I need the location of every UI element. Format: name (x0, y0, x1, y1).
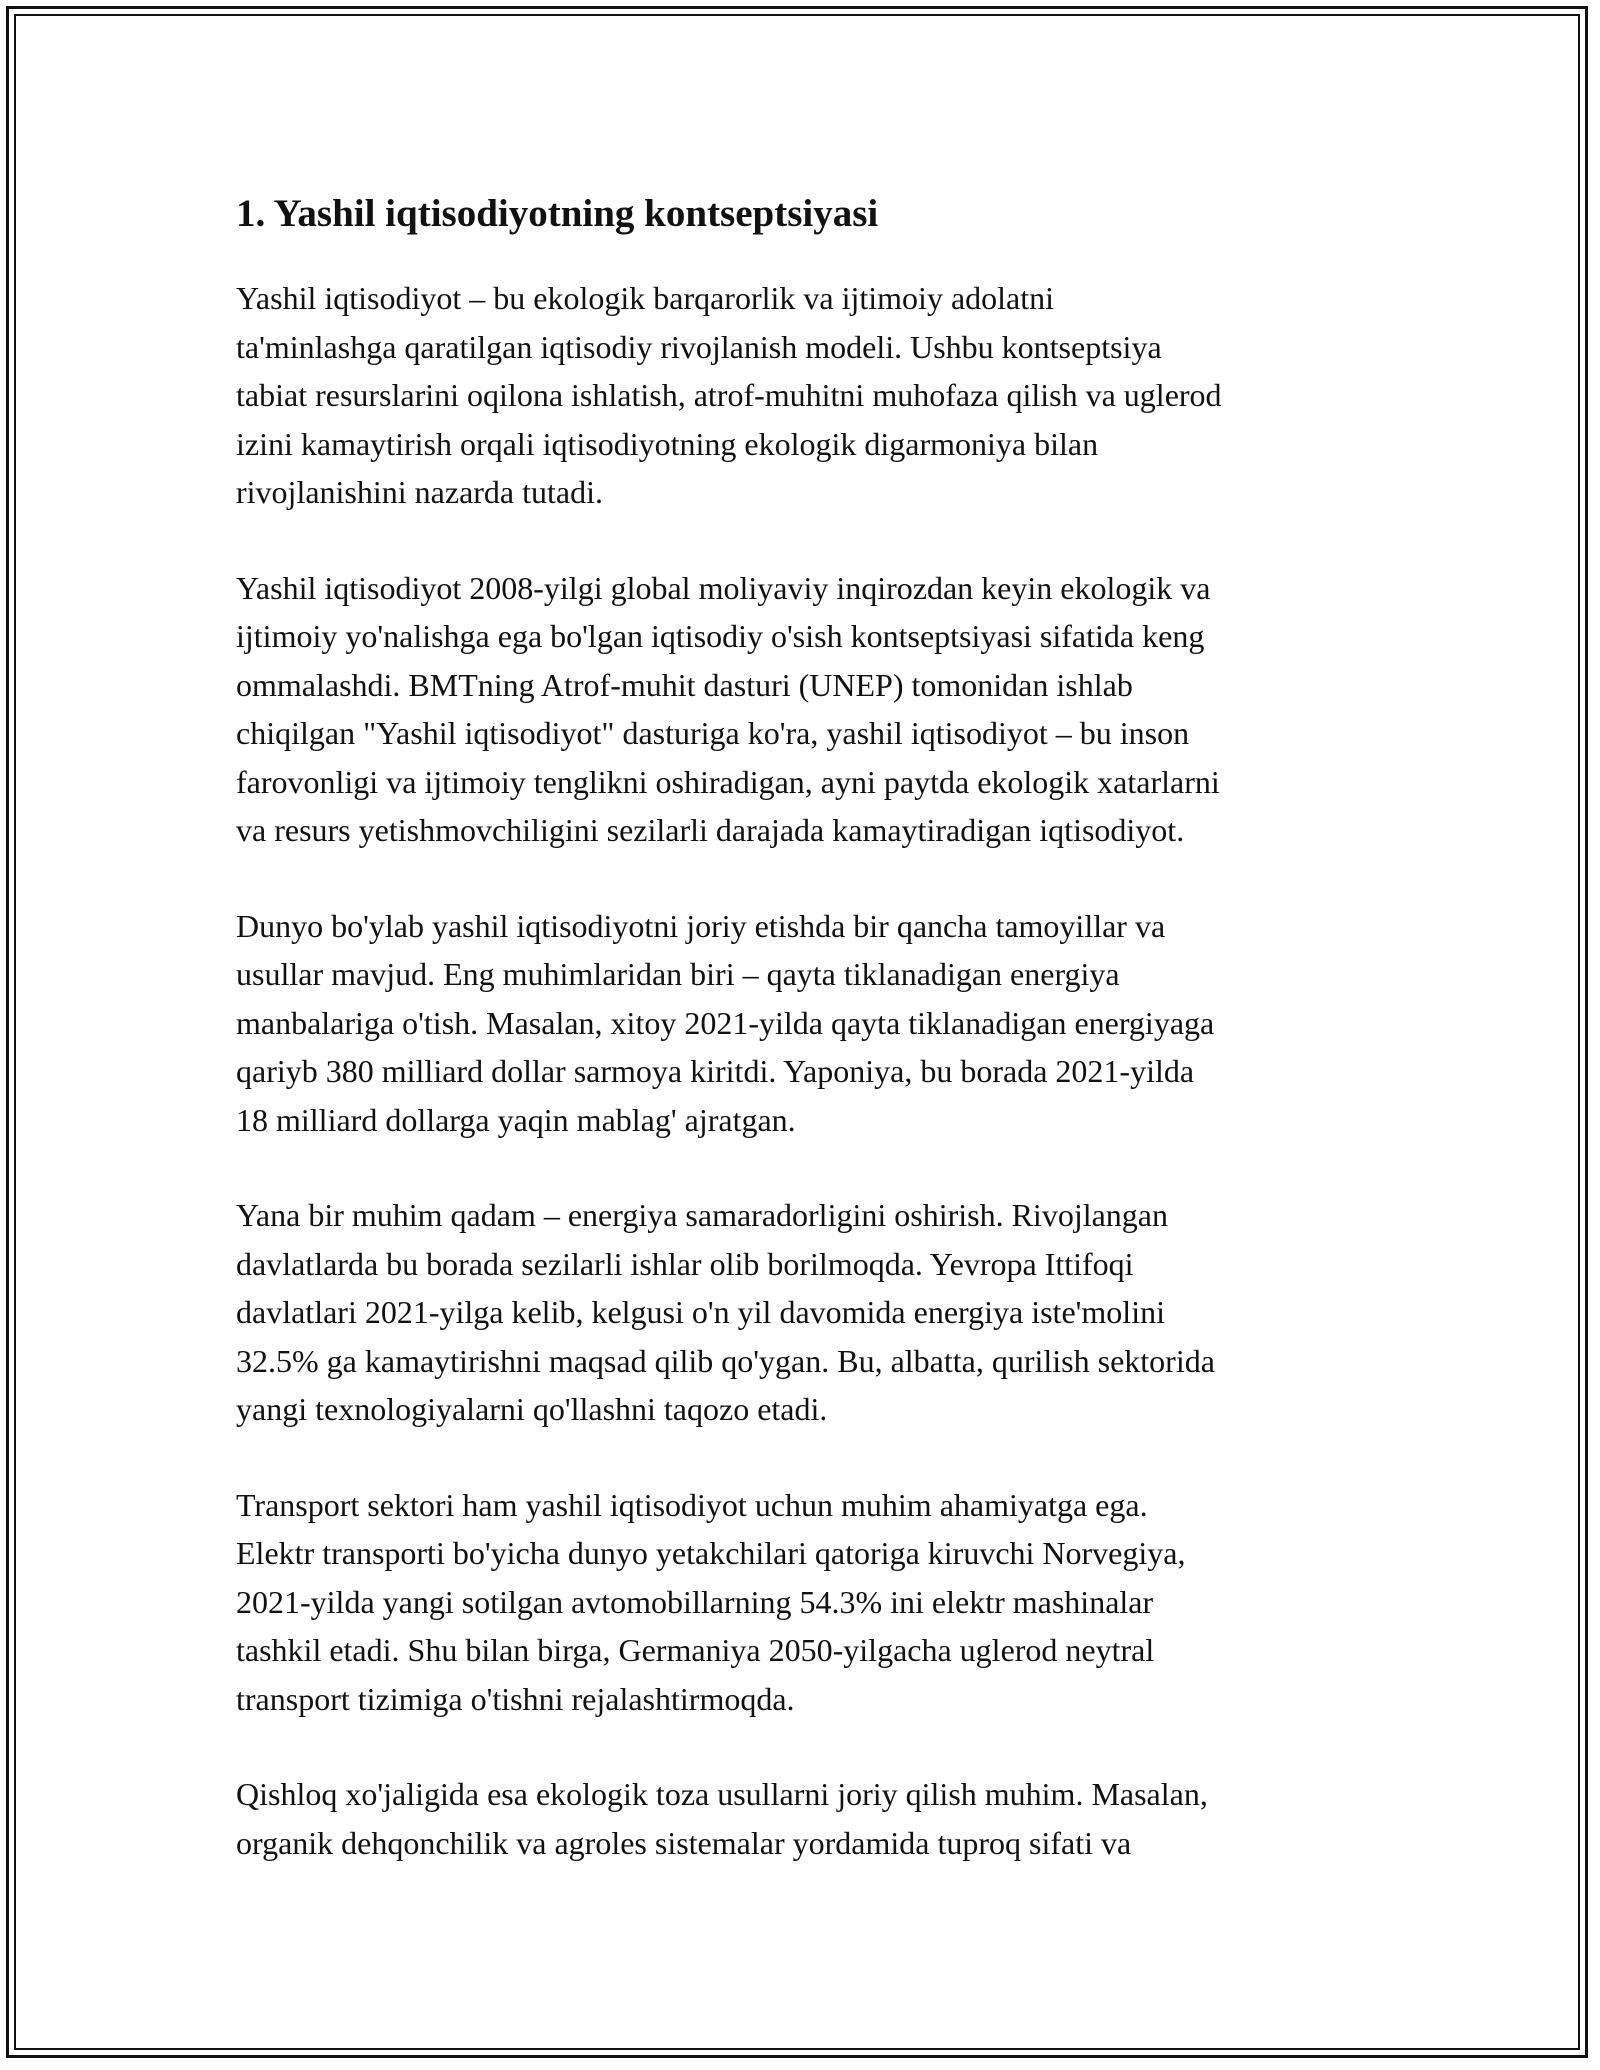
paragraph-line: Dunyo bo'ylab yashil iqtisodiyotni joriy etishda bir qancha tamoyillar va (236, 907, 1166, 944)
paragraph-line: 2021-yilda yangi sotilgan avtomobillarning 54.3% ini elektr mashinalar (236, 1583, 1154, 1620)
paragraph-line: 32.5% ga kamaytirishni maqsad qilib qo'ygan. Bu, albatta, qurilish sektorida (236, 1342, 1215, 1379)
paragraph-line: chiqilgan "Yashil iqtisodiyot" dasturiga ko'ra, yashil iqtisodiyot – bu inson (236, 715, 1190, 751)
paragraph-line: farovonligi va ijtimoiy tenglikni oshiradigan, ayni paytda ekologik xatarlarni (236, 763, 1220, 800)
paragraph-line: tashkil etadi. Shu bilan birga, Germaniya 2050-yilgacha uglerod neytral (236, 1632, 1155, 1668)
paragraph-agriculture (236, 1770, 1376, 1867)
paragraph-line: transport tizimiga o'tishni rejalashtirmoqda. (236, 1680, 795, 1717)
paragraph-line: usullar mavjud. Eng muhimlaridan biri – qayta tiklanadigan energiya (236, 956, 1120, 992)
paragraph-efficiency (236, 1191, 1376, 1434)
paragraph-line: Yashil iqtisodiyot 2008-yilgi global moliyaviy inqirozdan keyin ekologik va (236, 569, 1211, 606)
paragraph-line: davlatlari 2021-yilga kelib, kelgusi o'n yil davomida energiya iste'molini (236, 1294, 1165, 1330)
section-heading: 1. Yashil iqtisodiyotning kontseptsiyasi (236, 192, 879, 235)
paragraph-line: manbalariga o'tish. Masalan, xitoy 2021-yilda qayta tiklanadigan energiyaga (236, 1004, 1215, 1041)
paragraph-line: 18 milliard dollarga yaqin mablag' ajratgan. (236, 1101, 796, 1138)
paragraph-concept (236, 274, 1376, 517)
paragraph-line: davlatlarda bu borada sezilarli ishlar olib borilmoqda. Yevropa Ittifoqi (236, 1245, 1134, 1282)
paragraph-line: Yashil iqtisodiyot – bu ekologik barqarorlik va ijtimoiy adolatni (236, 280, 1055, 316)
paragraph-line: ijtimoiy yo'nalishga ega bo'lgan iqtisodiy o'sish kontseptsiyasi sifatida keng (236, 618, 1205, 654)
paragraph-line: Elektr transporti bo'yicha dunyo yetakchilari qatoriga kiruvchi Norvegiya, (236, 1535, 1186, 1571)
paragraph-line: va resurs yetishmovchiligini sezilarli darajada kamaytiradigan iqtisodiyot. (236, 812, 1185, 848)
paragraph-line: yangi texnologiyalarni qo'llashni taqozo etadi. (236, 1391, 828, 1427)
paragraph-line: ommalashdi. BMTning Atrof-muhit dasturi (UNEP) tomonidan ishlab (236, 666, 1133, 703)
paragraph-line: tabiat resurslarini oqilona ishlatish, atrof-muhitni muhofaza qilish va uglerod (236, 377, 1222, 413)
paragraph-line: qariyb 380 milliard dollar sarmoya kiritdi. Yaponiya, bu borada 2021-yilda (236, 1053, 1195, 1089)
paragraph-line: Qishloq xo'jaligida esa ekologik toza usullarni joriy qilish muhim. Masalan, (236, 1776, 1208, 1812)
paragraph-renewables (236, 902, 1376, 1145)
paragraph-line: ta'minlashga qaratilgan iqtisodiy rivojlanish modeli. Ushbu kontseptsiya (236, 328, 1162, 365)
paragraph-line: Yana bir muhim qadam – energiya samaradorligini oshirish. Rivojlangan (236, 1197, 1168, 1233)
paragraph-line: Transport sektori ham yashil iqtisodiyot uchun muhim ahamiyatga ega. (236, 1486, 1148, 1523)
paragraph-history (236, 564, 1376, 855)
paragraph-line: rivojlanishini nazarda tutadi. (236, 474, 603, 510)
paragraph-transport (236, 1481, 1376, 1724)
document-body (236, 186, 1376, 1914)
paragraph-line: organik dehqonchilik va agroles sistemalar yordamida tuproq sifati va (236, 1824, 1132, 1861)
paragraph-line: izini kamaytirish orqali iqtisodiyotning ekologik digarmoniya bilan (236, 425, 1099, 462)
